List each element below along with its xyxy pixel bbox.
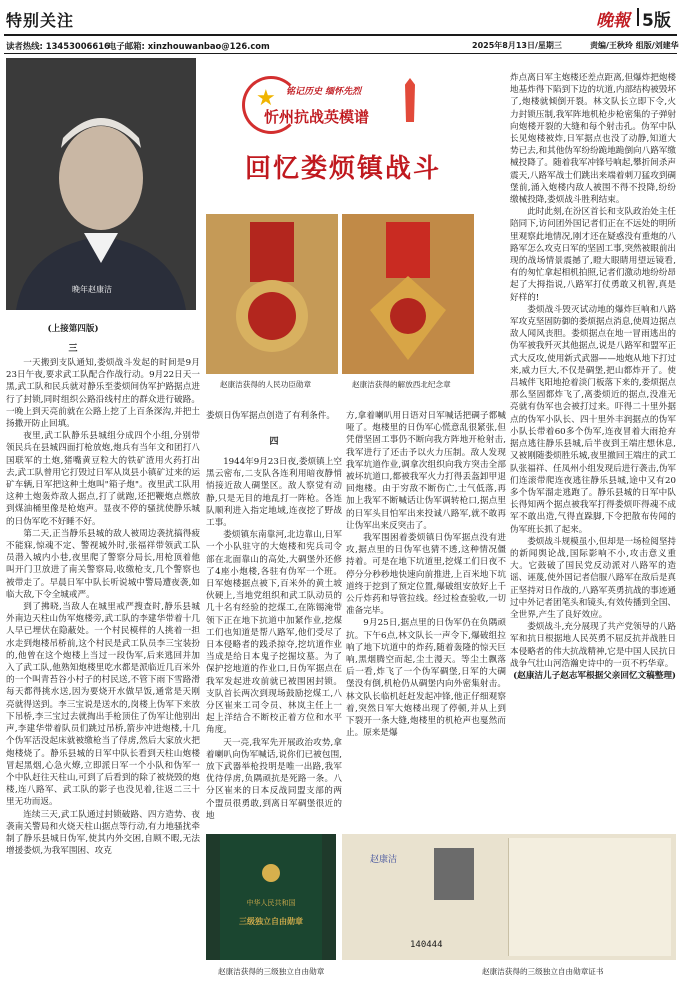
article-column-4 xyxy=(510,72,676,778)
certificate-name: 赵康洁 xyxy=(370,855,398,865)
article-column-3 xyxy=(346,410,506,830)
book-photo xyxy=(206,834,336,960)
article-column-2 xyxy=(206,456,342,830)
paragraph: 炸点离日军主炮楼还差点距离,但爆炸把炮楼地基炸得下陷到下边的坑道,内部结构被毁坏了,炮楼就倾倒开裂。林文队长立即下令,火力封锁压制,我军阵地机枪步枪密集的子弹射向炮楼开裂的大缝和每个射击孔。伪军中队长见炮楼被炸,日军据点也没了动静,知道大势已去,和其他伪军纷纷跪地跪倒向八路军缴械投降了。随着我军冲锋号响起,攀折间杀声震天,八路军战士们跳出来端着刺刀猛攻到碉堡前,涌入炮楼内敌人被围不得不投降,纷纷缴械投降,娄烦战斗胜利结束。 xyxy=(510,73,676,206)
article-column-1 xyxy=(6,357,200,984)
header-rule-thin xyxy=(4,53,677,54)
banner-slogan: 铭记历史 缅怀先烈 xyxy=(286,87,362,97)
section-heading-four: 四 xyxy=(269,437,279,447)
paragraph: 夜里,武工队静乐县城组分成四个小组,分别带领民兵在县城四面打枪放炮,炮兵有当年文和团打八国联军的土炮,猪嘴黄豆粒大的铁矿渣用火药打出去,武工队曾用它打毁过日军从岚县小镇矿过来的运矿车辆,日军把这种土炮叫"箱子炮"。夜里武工队用这种土炮轰炸敌人据点,打了就跑,还把鞭炮点燃放到煤油桶里像是枪炮声。显夜不停的骚扰使静乐城的日伪军吃不好睡不好。 xyxy=(6,431,200,527)
certificate-photo-portrait xyxy=(434,848,474,900)
section-title: 特别关注 xyxy=(6,11,75,30)
certificate-serial: 140444 xyxy=(410,940,443,950)
article-column-2-top xyxy=(206,410,342,428)
medal-photo-2 xyxy=(342,214,474,374)
medal-caption-1: 赵康洁获得的人民功臣勋章 xyxy=(220,380,312,389)
paragraph: 娄烦日伪军据点创造了有利条件。 xyxy=(206,411,335,421)
header-rule xyxy=(4,34,677,36)
reader-hotline: 读者热线: 13453006616 xyxy=(6,41,110,51)
paragraph: 9月25日,据点里的日伪军仍在负隅顽抗。下午6点,林文队长一声令下,爆破组拉响了地下坑道中的炸药,随着轰隆的惊天巨响,黑烟腾空而起,尘土漫天。等尘土飘落后一看,炸飞了一个伪军碉堡,日军的大碉堡没有倒,机枪仍从碉堡内向外密集射击。林文队长临机赶赶发起冲锋,他正仔细观察着,突然日军大炮楼出现了停顿,并从上到下裂开一条大缝,炮楼里的机枪声也戛然而止。原来是爆 xyxy=(346,618,506,739)
star-icon: ★ xyxy=(256,86,276,111)
paragraph: 第二天,正当静乐县城的敌人被周边袭扰搞得疲不能寐,惊魂不定、警视城外时,张福祥带领武工队员潜入城内小巷,夜里爬了警察分局长,用枪顶着他叫开门卫放进了南关警察局,收缴枪支,几个警察也被带走了。早晨日军中队长听说城中警局遭夜袭,如临大敌,下令全城戒严。 xyxy=(6,528,200,600)
paragraph: 娄烦战斗毁灭试动地的爆炸巨响和八路军攻克坚固防御的娄烦据点消息,使周边据点敌人闻风丧胆。娄烦据点在地一冒雨逃出的伪军被我歼灭其他据点,说是八路军和盟军正式大反攻,使用新式武器——地炮从地下打过来,威力巨大,不仅是碉堡,把山都炸开了。使吕城伴飞阳地抢着淡门板落下来的,娄烦据点那么坚固都炸飞了,离娄烦近的据点,没准无亮就有伪军也会被打过来。吓得二十里外据点的伪军小队长、四十里外丰润据点的伪军小队长带着60多个伪军,连夜冒着大雨抢弃据点逃往静乐县城,后半夜到王端庄想休息,又被刚随娄烦胜乐城,夜里撤回王端庄的武工队张福祥、任凤州小组发现后进行袭击,伪军们连滚带爬连夜逃往静乐县城,途中又有20多个伪军溜走逃跑了。静乐县城的日军中队长得知两个据点被我军打得娄烦吓得魂不成军不敢出造,气得直跺脚,下令把散布传闻的伪军班长抓了起来。 xyxy=(510,304,676,535)
editors: 责编/王秋玲 组版/刘建华 xyxy=(590,41,679,50)
certificate-right-page xyxy=(508,838,671,956)
medal-photo-1 xyxy=(206,214,338,374)
continued-note: (上接第四版) xyxy=(47,324,99,334)
paragraph: 天一亮,我军先开展政治攻势,拿着喇叭向伪军喊话,说你们已被包围,放下武器举枪投明是唯一出路,我军优待俘虏,负隅顽抗是死路一条。八分区崔来的日本反战同盟支部的两个盟员很勇敢,到离日军碉堡很近的地 xyxy=(206,737,342,821)
bottom-caption-1: 赵康洁获得的三级独立自由勋章 xyxy=(218,967,325,976)
book-cover xyxy=(220,834,322,960)
author-note: (赵康洁儿子赵志军根据父亲回忆文稿整理) xyxy=(513,670,676,681)
portrait-photo xyxy=(6,58,196,310)
certificate-photo xyxy=(342,834,676,960)
paragraph: 娄烦战斗规模虽小,但却是一场检阅坚持的新闻舆论战,国际影响不小,攻击意义重大。它鼓破了国民党反动派对八路军的造谣、诬蔑,使外国记者信服八路军在敌后是真正坚持对日作战的,八路军英勇抗战的事迹通过中外记者团笔头和镜头,有效传播到全国、全世界,产生了良好效应。 xyxy=(510,536,676,620)
paragraph: 1944年9月23日夜,娄烦镇上空黑云密布,二支队各连利用暗夜静悄悄接近敌人碉堡区。敌人察觉有动静,只是无目的地乱打一阵枪。各连队顺利进入指定地域,连夜挖了野战工事。 xyxy=(206,457,342,529)
paragraph: 我军围困着娄烦镇日伪军据点没有进攻,据点里的日伪军也猜不透,这种情况僵持着。可是在地下坑道里,挖煤工们日夜不停分分秒秒地快速向前推进,上百米地下坑道终于挖到了预定位置,爆破组安放好上千公斤炸药和导管拉线。经过检查验收,一切准备完毕。 xyxy=(346,533,506,617)
paragraph: 方,拿着喇叭用日语对日军喊话把碉子都喊哑了。炮楼里的日伪军心慌意乱很紧张,但凭借坚固工事仍不断向我方阵地开枪射击,我军进行了还击予以火力压制。敌人发现我军坑道作业,调拿次组织向我方突击全部被坏坑道口,都被我军火力打得丢盔卸甲退回炮楼。由于穷敌不断伤亡,士气低落,再加上我军不断喊话让伪军调转枪口,据点里的日军头目怕军出来投诚八路军,就不敢再让伪军出来反突击了。 xyxy=(346,411,506,531)
emblem-icon xyxy=(262,864,280,882)
book-cover-line-1: 中华人民共和国 xyxy=(246,899,296,907)
paragraph: 一天搬到支队通知,娄烦战斗发起的时间是9月23日午夜,要求武工队配合作战行动。9月22日天一黑,武工队和民兵就对静乐至娄烦间伪军护路据点进行了封锁,同时组织公路沿线村庄的群众进行破路。一晚上到天亮前就在公路上挖了上百条深沟,并把土扬撒开防止回填。 xyxy=(6,358,200,430)
paragraph: 连续三天,武工队通过封锁破路、四方造势、夜袭南关警局和火烧天柱山据点等行动,有力地骚扰牵制了静乐县城日伪军,使其内外交困,自顾不暇,无法增援娄烦,为我军围困、攻克 xyxy=(6,809,200,857)
header-divider-mark xyxy=(637,8,639,26)
email: 电子邮箱: xinzhouwanbao@126.com xyxy=(108,41,270,51)
banner xyxy=(236,68,436,140)
portrait-caption: 晚年赵康洁 xyxy=(72,285,112,294)
article-title: 回忆娄烦镇战斗 xyxy=(244,154,441,184)
section-heading-three: 三 xyxy=(68,344,78,354)
paragraph: 娄烦战斗,充分展现了共产党领导的八路军和抗日根据地人民英勇不屈反抗并战胜日本侵略者的伟大抗战精神,它是中国人民抗日战争气壮山河浩瀚史诗中的一页不朽华章。 xyxy=(510,622,676,669)
bottom-caption-2: 赵康洁获得的三级独立自由勋章证书 xyxy=(482,967,604,976)
paragraph: 此时此刻,在汾区首长和支队政治处主任陪同下,访问团外国记者们正在不远处的明所里观察此地情况,刚才还在疑惑没有重炮的八路军怎么攻克日军的坚固工事,突然被眼前出现的战场情景震撼了,瞪大眼睛用望远镜看,有的匆忙拿起相机拍照,记者们激动地纷纷昂起了大拇指说,八路军打仗勇敢又机智,真是好样的! xyxy=(510,207,676,303)
paragraph: 娄烦镇东南靠河,北边靠山,日军一个小队驻守的大炮楼和宪兵司令部在北面靠山的高处,大碉堡外还修了4座小炮楼,各驻有伪军一个班。日军炮楼据点被下,百米外的黄土坡伙硬上,当地党组织和武工队动员的几十名有经验的挖煤工,在陈锡淹带领下正在地下抗道中加紧作业,挖煤工们也知道是帮八路军,他们受尽了日本侵略者的践杀掠夺,挖坑道作业当成是给日本鬼子挖掘坟墓。为了保护挖地道的作业口,日伪军据点在我军发起进攻前就已被围困封锁。支队首长两次到现场鼓励挖煤工,八分区崔来工司令员、林岚主任上一起上洋结合不断校正着方位和水平角度。 xyxy=(206,530,342,736)
paper-logo: 晚報 xyxy=(596,11,630,31)
date-info: 2025年8月13日/星期三 xyxy=(472,41,562,50)
medal-caption-2: 赵康洁获得的解放西北纪念章 xyxy=(352,380,451,389)
banner-pagoda-icon xyxy=(400,78,420,122)
banner-series: 忻州抗战英模谱 xyxy=(264,108,370,126)
paragraph: 到了拂晓,当敌人在城里戒严搜查时,静乐县城外南边天柱山伪军炮楼旁,武工队的李建华带着十几人早已埋伏在隐蔽处。一个村民模样的人挑着一担水走到炮楼吊桥前,这个村民是武工队员李三宝装扮的,他曾在这个炮楼上当过一段伪军,后来逃回并加入了武工队,他熟知炮楼里吃水都是派临近几百米外的一个叫青苔谷小村子的村民送,不管下雨下雪路滑每天都得挑水送,因为要烧开水做早饭,通常是天刚亮就得送到。李三宝说是送水的,岗楼上伪军下来放下吊桥,李三宝过去就掏出手枪顶住了伪军让他别出声,李建华带着队员们跳过吊桥,箭步冲进炮楼,十几个伪军活没起床就被缴枪当了俘虏,然后大家放火把炮楼烧了。静乐县城的日军中队长看到天柱山炮楼冒起黑烟,心急火燎,立即派日军一个小队和伪军一个中队赶往天柱山,可到了后看到的除了被烧毁的炮楼,连八路军、武工队的影子也没见着,往返二三十里无功而返。 xyxy=(6,602,200,808)
elderly-man-illustration xyxy=(6,58,196,310)
book-cover-line-2: 三级独立自由勋章 xyxy=(239,916,303,926)
page-number: 5版 xyxy=(642,11,671,31)
commemorative-medal-icon xyxy=(342,214,474,374)
medal-icon xyxy=(206,214,338,374)
